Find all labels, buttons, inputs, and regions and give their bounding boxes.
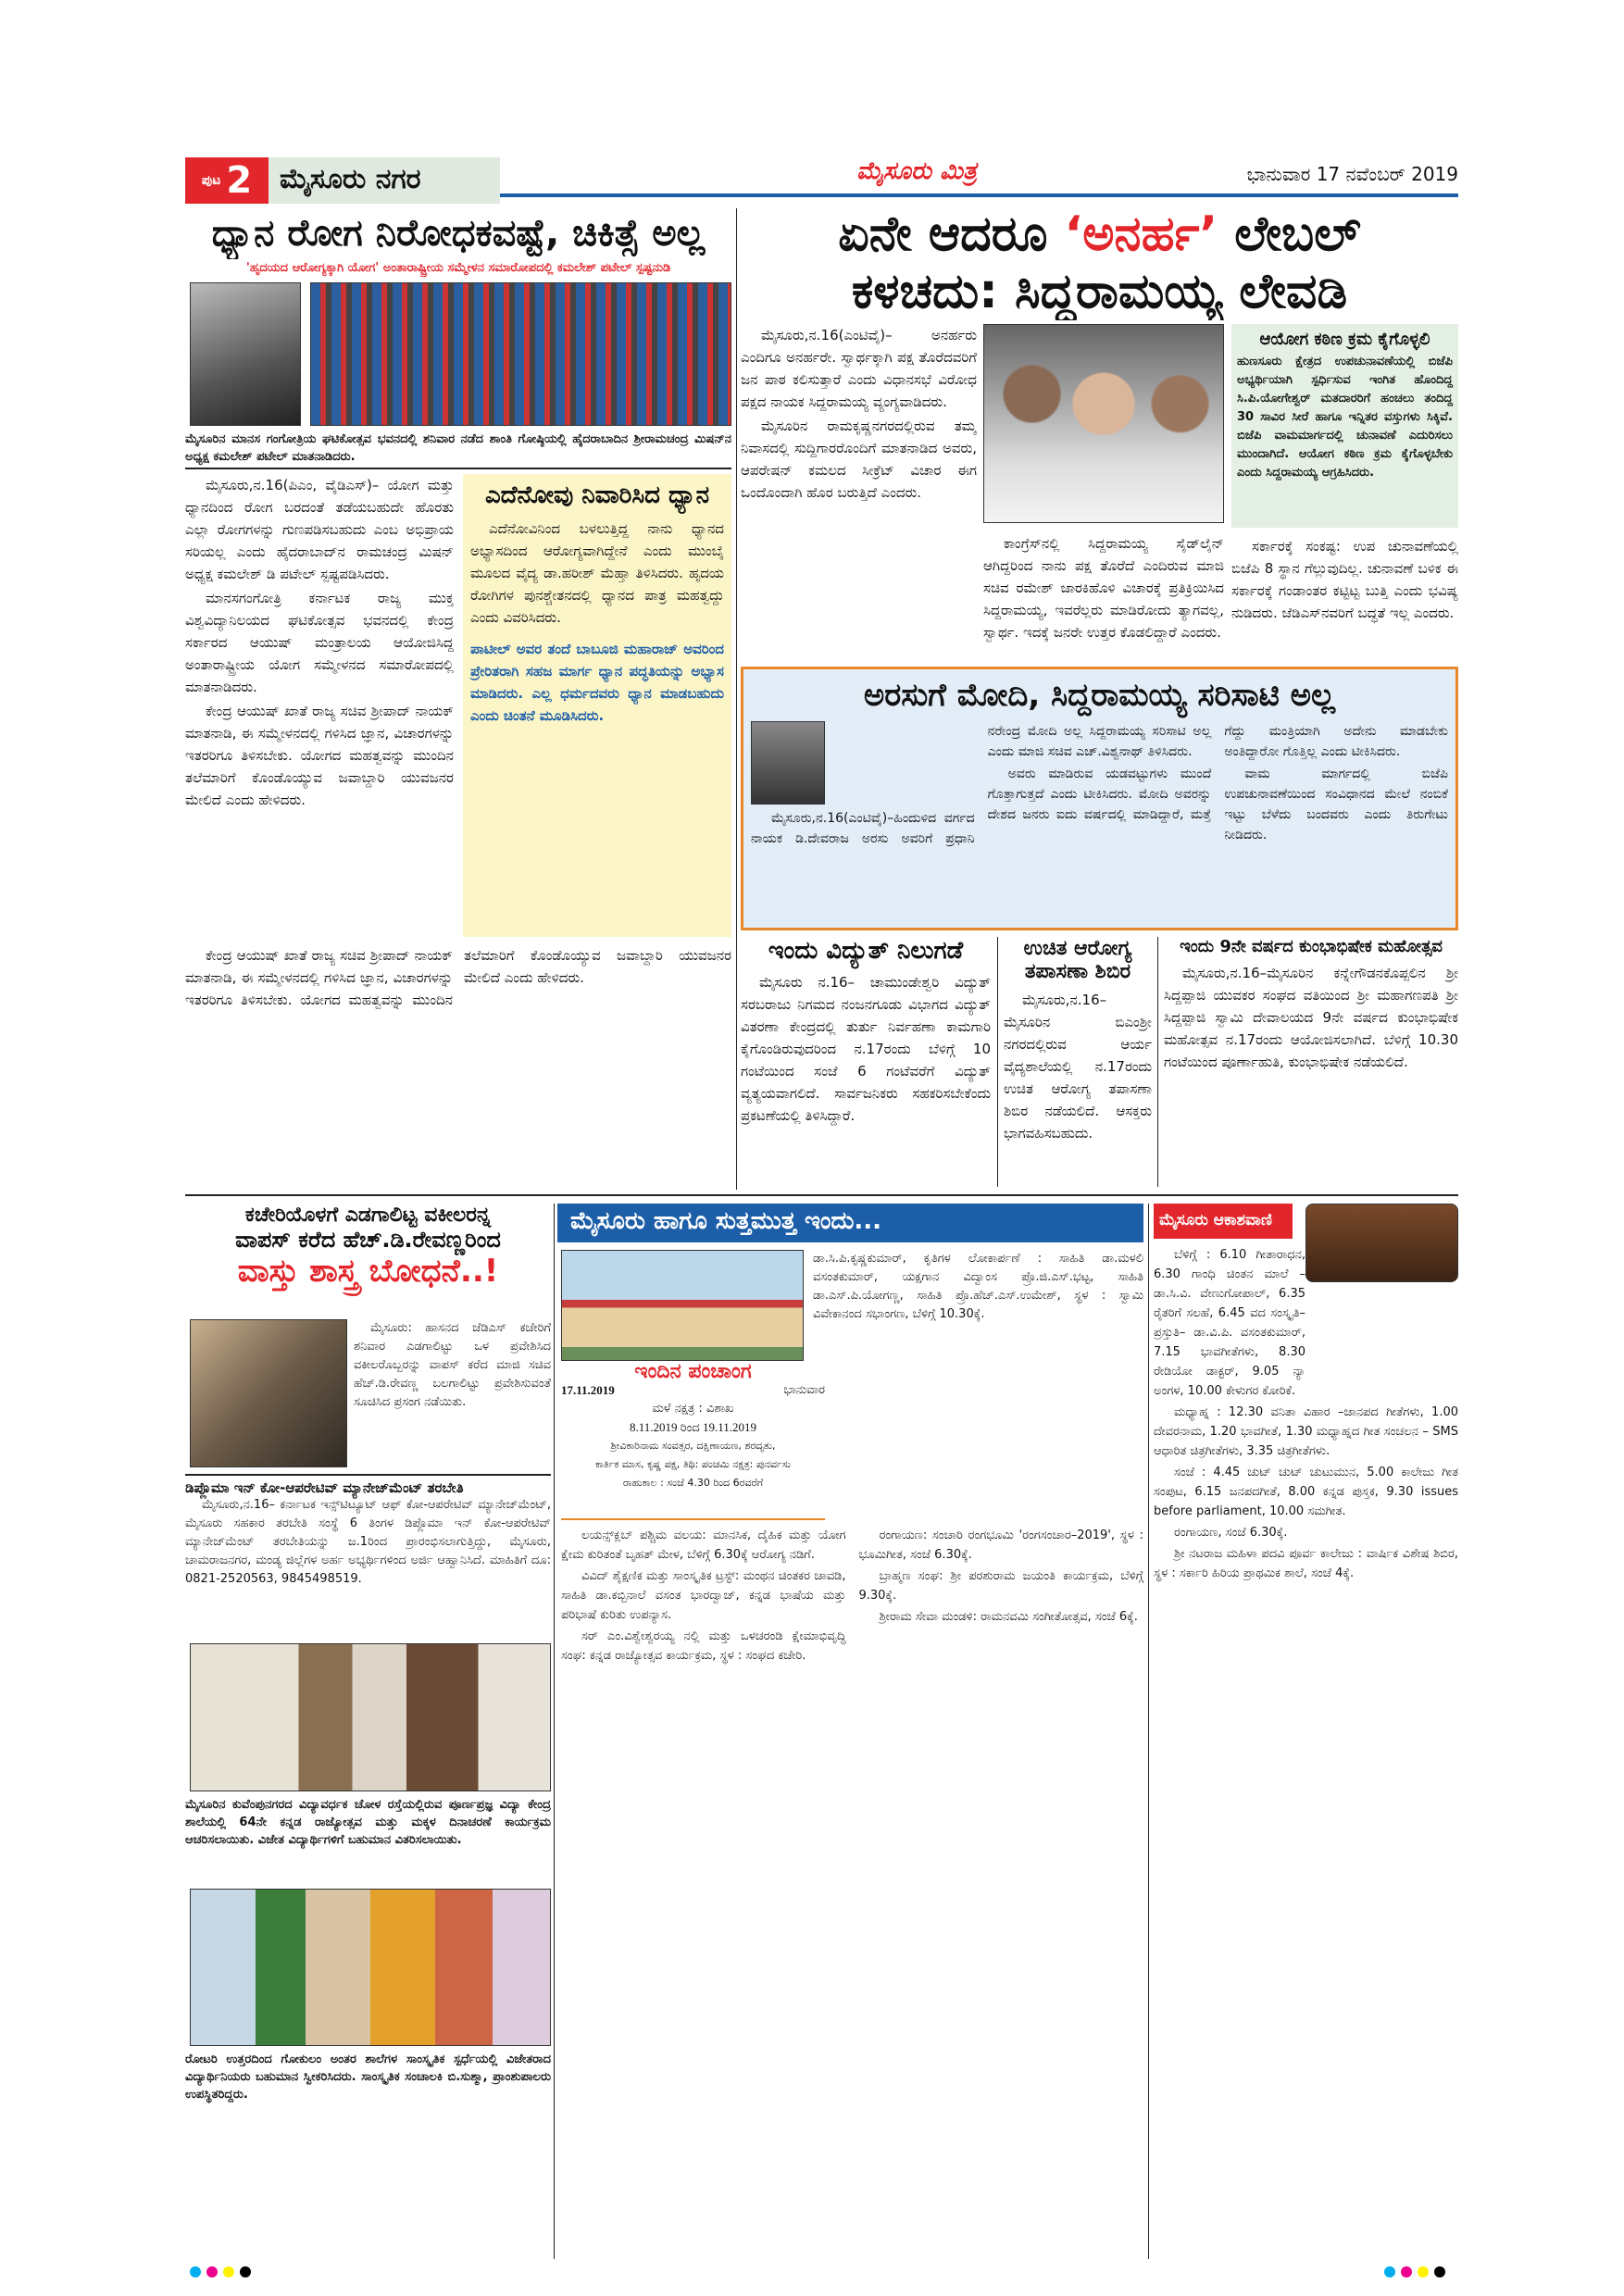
headline-line: ಕಚೇರಿಯೊಳಗೆ ಎಡಗಾಲಿಟ್ಟ ವಕೀಲರನ್ನ	[244, 1204, 492, 1227]
events-banner: ಮೈಸೂರು ಹಾಗೂ ಸುತ್ತಮುತ್ತ ಇಂದು...	[557, 1204, 1143, 1242]
radio-header: ಮೈಸೂರು ಆಕಾಶವಾಣಿ	[1154, 1204, 1293, 1239]
commission-box	[1231, 324, 1458, 528]
event-item: ವಿವಿದ್ ಶೈಕ್ಷಣಿಕ ಮತ್ತು ಸಾಂಸ್ಕೃತಿಕ ಟ್ರಸ್ಟ್: ಮಂಥನ ಚಿಂತಕರ ಚಾವಡಿ, ಸಾಹಿತಿ ಡಾ.ಕಬ್ಬಿನಾಲೆ ವಸಂತ ಭಾರದ್ವಾಜ್, ಕನ್ನಡ ಭಾಷೆಯ ಮತ್ತು ಪರಿಭಾಷೆ ಕುರಿತು ಉಪನ್ಯಾಸ.	[561, 1569, 846, 1622]
story-body: ಮೈಸೂರು ನ.16– ಚಾಮುಂಡೇಶ್ವರಿ ವಿದ್ಯುತ್ ಸರಬರಾಜು ನಿಗಮದ ನಂಜನಗೂಡು ವಿಭಾಗದ ವಿದ್ಯುತ್ ವಿತರಣಾ ಕೇಂದ್ರದಲ್ಲಿ ತುರ್ತು ನಿರ್ವಹಣಾ ಕಾಮಗಾರಿ ಕೈಗೊಂಡಿರುವುದರಿಂದ ನ.17ರಂದು ಬೆಳಿಗ್ಗೆ 10 ಗಂಟೆಯಿಂದ ಸಂಜೆ 6 ಗಂಟೆವರೆಗೆ ವಿದ್ಯುತ್ ವ್ಯತ್ಯಯವಾಗಲಿದೆ. ಸಾರ್ವಜನಿಕರು ಸಹಕರಿಸಬೇಕೆಂದು ಪ್ರಕಟಣೆಯಲ್ಲಿ ತಿಳಿಸಿದ್ದಾರೆ.	[741, 974, 991, 1124]
lead-right-body-3: ಸರ್ಕಾರಕ್ಕೆ ಸಂಕಷ್ಟ: ಉಪ ಚುನಾವಣೆಯಲ್ಲಿ ಬಿಜೆಪಿ 8 ಸ್ಥಾನ ಗೆಲ್ಲುವುದಿಲ್ಲ. ಚುನಾವಣೆ ಬಳಿಕ ಈ ಸರ್ಕಾರಕ್ಕೆ ಗಂಡಾಂತರ ಕಟ್ಟಿಟ್ಟ ಬುತ್ತಿ ಎಂದು ಭವಿಷ್ಯ ನುಡಿದರು. ಜೆಡಿಎಸ್‌ನವರಿಗೆ ಬದ್ಧತೆ ಇಲ್ಲ ಎಂದರು.	[1231, 538, 1458, 621]
box-headline: ಅರಸುಗೆ ಮೋದಿ, ಸಿದ್ದರಾಮಯ್ಯ ಸರಿಸಾಟಿ ಅಲ್ಲ	[863, 677, 1336, 714]
section-title: ಮೈಸೂರು ನಗರ	[269, 157, 500, 204]
diploma-story	[185, 1479, 551, 1637]
box-body	[751, 721, 1448, 906]
panchanga-rule	[561, 1518, 825, 1520]
lead-left-body	[185, 474, 454, 937]
panchanga-weekday: ಭಾನುವಾರ	[783, 1383, 825, 1397]
award-caption: ಮೈಸೂರಿನ ಕುವೆಂಪುನಗರದ ವಿದ್ಯಾವರ್ಧಕ ಚೋಳ ರಸ್ತೆಯಲ್ಲಿರುವ ಪೂರ್ಣಪ್ರಜ್ಞ ವಿದ್ಯಾ ಕೇಂದ್ರ ಶಾಲೆಯಲ್ಲಿ 64ನೇ ಕನ್ನಡ ರಾಜ್ಯೋತ್ಸವ ಮತ್ತು ಮಕ್ಕಳ ದಿನಾಚರಣೆ ಕಾರ್ಯಕ್ರಮ ಆಚರಿಸಲಾಯಿತು. ವಿಜೇತ ವಿದ್ಯಾರ್ಥಿಗಳಿಗೆ ಬಹುಮಾನ ವಿತರಿಸಲಾಯಿತು.	[185, 1798, 551, 1847]
print-registration-dots	[190, 2266, 264, 2279]
arasu-box	[741, 667, 1458, 930]
panchanga-date: 17.11.2019	[561, 1383, 615, 1397]
print-registration-dots	[1384, 2266, 1458, 2279]
radio-item: ರಂಗಾಯಣ, ಸಂಜೆ 6.30ಕ್ಕೆ.	[1174, 1526, 1288, 1540]
column-rule	[736, 208, 737, 1190]
lead-left-caption: ಮೈಸೂರಿನ ಮಾನಸ ಗಂಗೋತ್ರಿಯ ಘಟಿಕೋತ್ಸವ ಭವನದಲ್ಲಿ ಶನಿವಾರ ನಡೆದ ಶಾಂತಿ ಗೋಷ್ಠಿಯಲ್ಲಿ ಹೈದರಾಬಾದಿನ ಶ್ರೀರಾಮಚಂದ್ರ ಮಿಷನ್‌ನ ಅಧ್ಯಕ್ಷ ಕಮಲೇಶ್ ಪಟೇಲ್ ಮಾತನಾಡಿದರು.	[185, 432, 731, 464]
page-number-badge	[185, 157, 269, 204]
vishwanath-photo	[751, 721, 825, 805]
power-cut-story	[741, 937, 991, 1187]
box-body: ಎದೆನೋವಿನಿಂದ ಬಳಲುತ್ತಿದ್ದ ನಾನು ಧ್ಯಾನದ ಅಭ್ಯಾಸದಿಂದ ಆರೋಗ್ಯವಾಗಿದ್ದೇನೆ ಎಂದು ಮುಂಬೈ ಮೂಲದ ವೈದ್ಯ ಡಾ.ಹರೀಶ್ ಮೆಹ್ತಾ ತಿಳಿಸಿದರು. ಹೃದಯ ರೋಗಿಗಳ ಪುನಶ್ಚೇತನದಲ್ಲಿ ಧ್ಯಾನದ ಪಾತ್ರ ಮಹತ್ವದ್ದು ಎಂದು ವಿವರಿಸಿದರು.	[470, 520, 724, 626]
rain-star: ಮಳೆ ನಕ್ಷತ್ರ : ವಿಶಾಖ	[652, 1402, 734, 1416]
caption-rule	[185, 468, 731, 469]
headline-text: ಲೇಬಲ್	[1234, 206, 1361, 262]
lead-left-continued: ಕೇಂದ್ರ ಆಯುಷ್ ಖಾತೆ ರಾಜ್ಯ ಸಚಿವ ಶ್ರೀಪಾದ್ ನಾಯಕ್ ಮಾತನಾಡಿ, ಈ ಸಮ್ಮೇಳನದಲ್ಲಿ ಗಳಿಸಿದ ಜ್ಞಾನ, ವಿಚಾರಗಳನ್ನು ಇತರರಿಗೂ ತಿಳಿಸಬೇಕು. ಯೋಗದ ಮಹತ್ವವನ್ನು ಮುಂದಿನ ತಲೆಮಾರಿಗೆ ಕೊಂಡೊಯ್ಯುವ ಜವಾಬ್ದಾರಿ ಯುವಜನರ ಮೇಲಿದೆ ಎಂದು ಹೇಳಿದರು.	[185, 947, 731, 1008]
paragraph: ಮಾನಸಗಂಗೋತ್ರಿ ಕರ್ನಾಟಕ ರಾಜ್ಯ ಮುಕ್ತ ವಿಶ್ವವಿದ್ಯಾನಿಲಯದ ಘಟಿಕೋತ್ಸವ ಭವನದಲ್ಲಿ ಕೇಂದ್ರ ಸರ್ಕಾರದ ಆಯುಷ್ ಮಂತ್ರಾಲಯ ಆಯೋಜಿಸಿದ್ದ ಅಂತಾರಾಷ್ಟ್ರೀಯ ಯೋಗ ಸಮ್ಮೇಳನದ ಸಮಾರೋಪದಲ್ಲಿ ಮಾತನಾಡಿದರು.	[185, 590, 454, 695]
audience-photo	[310, 282, 731, 426]
story-headline: ಉಚಿತ ಆರೋಗ್ಯ ತಪಾಸಣಾ ಶಿಬಿರ	[1023, 937, 1132, 983]
panchanga-date-row	[561, 1381, 825, 1400]
panchanga-title: ಇಂದಿನ ಪಂಚಾಂಗ	[634, 1363, 752, 1383]
paragraph: ಮೈಸೂರು,ನ.16(ಎಂಟಿವೈ)–ಹಿಂದುಳಿದ ವರ್ಗದ ನಾಯಕ ಡಿ.ದೇವರಾಜ ಅರಸು ಅವರಿಗೆ ಪ್ರಧಾನಿ ನರೇಂದ್ರ ಮೋದಿ ಅಲ್ಲ ಸಿದ್ದರಾಮಯ್ಯ ಸರಿಸಾಟಿ ಅಲ್ಲ ಎಂದು ಮಾಜಿ ಸಚಿವ ಎಚ್.ವಿಶ್ವನಾಥ್ ತಿಳಿಸಿದರು.	[751, 724, 1212, 846]
event-item: ಸರ್ ಎಂ.ವಿಶ್ವೇಶ್ವರಯ್ಯ ನಲ್ಲಿ ಮತ್ತು ಒಳಚರಂಡಿ ಕ್ಷೇಮಾಭಿವೃದ್ಧಿ ಸಂಘ: ಕನ್ನಡ ರಾಜ್ಯೋತ್ಸವ ಕಾರ್ಯಕ್ರಮ, ಸ್ಥಳ : ಸಂಘದ ಕಚೇರಿ.	[561, 1629, 846, 1663]
health-camp-story	[1004, 937, 1152, 1187]
radio-item: ಸಂಜೆ : 4.45 ಚುಟ್ ಚುಟ್ ಚುಟುಮುನ, 5.00 ಕಾಲೇಜು ಗೀತ ಸಂಪುಟ, 6.15 ಜನಪದಗೀತೆ, 8.00 ಕನ್ನಡ ಪುಸ್ತಕ, 9.30 issues before parliament, 10.00 ಸಮಗೀತ.	[1154, 1466, 1458, 1518]
story-body: ಮೈಸೂರು,ನ.16– ಕರ್ನಾಟಕ ಇನ್ಸ್‌ಟಿಟ್ಯೂಟ್ ಆಫ್ ಕೋ-ಆಪರೇಟಿವ್ ಮ್ಯಾನೇಜ್‌ಮೆಂಟ್, ಮೈಸೂರು ಸಹಕಾರ ತರಬೇತಿ ಸಂಸ್ಥೆ 6 ತಿಂಗಳ ಡಿಪ್ಲೊಮಾ ಇನ್ ಕೋ-ಆಪರೇಟಿವ್ ಮ್ಯಾನೇಜ್‌ಮೆಂಟ್ ತರಬೇತಿಯನ್ನು ಜ.1ರಿಂದ ಪ್ರಾರಂಭಿಸಲಾಗುತ್ತಿದ್ದು, ಮೈಸೂರು, ಚಾಮರಾಜನಗರ, ಮಂಡ್ಯ ಜಿಲ್ಲೆಗಳ ಅರ್ಹ ಅಭ್ಯರ್ಥಿಗಳಿಂದ ಅರ್ಜಿ ಆಹ್ವಾನಿಸಿದೆ. ಮಾಹಿತಿಗೆ ದೂ: 0821-2520563, 9845498519.	[185, 1498, 551, 1586]
rahukala: ರಾಹುಕಾಲ : ಸಂಜೆ 4.30 ರಿಂದ 6ರವರೆಗೆ	[622, 1477, 764, 1489]
vaastu-body: ಮೈಸೂರು: ಹಾಸನದ ಜೆಡಿಎಸ್ ಕಚೇರಿಗೆ ಶನಿವಾರ ಎಡಗಾಲಿಟ್ಟು ಒಳ ಪ್ರವೇಶಿಸಿದ ವಕೀಲರೊಬ್ಬರನ್ನು ವಾಪಸ್ ಕರೆದ ಮಾಜಿ ಸಚಿವ ಹೆಚ್.ಡಿ.ರೇವಣ್ಣ ಬಲಗಾಲಿಟ್ಟು ಪ್ರವೇಶಿಸುವಂತೆ ಸೂಚಿಸಿದ ಪ್ರಸಂಗ ನಡೆಯಿತು.	[354, 1321, 551, 1409]
events-intro: ಡಾ.ಸಿ.ಪಿ.ಕೃಷ್ಣಕುಮಾರ್, ಕೃತಿಗಳ ಲೋಕಾರ್ಪಣೆ : ಸಾಹಿತಿ ಡಾ.ಮಳಲಿ ವಸಂತಕುಮಾರ್, ಯಕ್ಷಗಾನ ವಿದ್ವಾಂಸ ಪ್ರೊ.ಜಿ.ಎಸ್.ಭಟ್ಟ, ಸಾಹಿತಿ ಡಾ.ಎಸ್.ಪಿ.ಯೋಗಣ್ಣ, ಸಾಹಿತಿ ಪ್ರೊ.ಹೆಚ್.ಎಸ್.ಉಮೇಶ್, ಸ್ಥಳ : ಸ್ವಾಮಿ ವಿವೇಕಾನಂದ ಸಭಾಂಗಣ, ಬೆಳಿಗ್ಗೆ 10.30ಕ್ಕೆ.	[813, 1252, 1143, 1321]
headline-text: ಏನೇ ಆದರೂ	[838, 206, 1048, 262]
page-label: ಪುಟ	[201, 173, 221, 188]
masthead-rule	[500, 193, 1458, 197]
paragraph: ಮೈಸೂರು,ನ.16(ಎಂಟಿವೈ)– ಅನರ್ಹರು ಎಂದಿಗೂ ಅನರ್ಹರೇ. ಸ್ವಾರ್ಥಕ್ಕಾಗಿ ಪಕ್ಷ ತೊರೆದವರಿಗೆ ಜನ ಪಾಠ ಕಲಿಸುತ್ತಾರೆ ಎಂದು ವಿಧಾನಸಭೆ ವಿರೋಧ ಪಕ್ಷದ ನಾಯಕ ಸಿದ್ದರಾಮಯ್ಯ ವ್ಯಂಗ್ಯವಾಡಿದರು.	[741, 327, 977, 410]
event-item: ರಂಗಾಯಣ: ಸಂಚಾರಿ ರಂಗಭೂಮಿ 'ರಂಗಸಂಚಾರ–2019', ಸ್ಥಳ : ಭೂಮಿಗೀತ, ಸಂಜೆ 6.30ಕ್ಕೆ.	[858, 1529, 1143, 1562]
radio-item: ಬೆಳಿಗ್ಗೆ : 6.10 ಗೀತಾರಾಧನ, 6.30 ಗಾಂಧಿ ಚಿಂತನ ಮಾಲೆ – ಡಾ.ಸಿ.ವಿ. ವೇಣುಗೋಪಾಲ್, 6.35 ರೈತರಿಗೆ ಸಲಹೆ, 6.45 ವದ ಸಂಸ್ಕೃತಿ– ಪ್ರಸ್ತುತಿ– ಡಾ.ವಿ.ಪಿ. ವಸಂತಕುಮಾರ್, 7.15 ಭಾವಗೀತೆಗಳು, 8.30 ರೇಡಿಯೋ ಡಾಕ್ಟರ್, 9.05 ನ್ಯಾ ಅಂಗಳ, 10.00 ಕೇಳುಗರ ಕೋರಿಕೆ.	[1154, 1248, 1305, 1398]
story-body: ಮೈಸೂರು,ನ.16–ಮೈಸೂರಿನ ಕನ್ನೇಗೌಡನಕೊಪ್ಪಲಿನ ಶ್ರೀ ಸಿದ್ದಪ್ಪಾಜಿ ಯುವಕರ ಸಂಘದ ವತಿಯಿಂದ ಶ್ರೀ ಮಹಾಗಣಪತಿ ಶ್ರೀ ಸಿದ್ದಪ್ಪಾಜಿ ಸ್ವಾಮಿ ದೇವಾಲಯದ 9ನೇ ವರ್ಷದ ಕುಂಭಾಭಿಷೇಕ ಮಹೋತ್ಸವ ನ.17ರಂದು ಆಯೋಜಿಸಲಾಗಿದೆ. ಬೆಳಿಗ್ಗೆ 10.30 ಗಂಟೆಯಿಂದ ಪೂರ್ಣಾಹುತಿ, ಕುಂಭಾಭಿಷೇಕ ನಡೆಯಲಿದೆ.	[1164, 965, 1458, 1070]
lead-right-body-2: ಕಾಂಗ್ರೆಸ್‌ನಲ್ಲಿ ಸಿದ್ದರಾಮಯ್ಯ ಸೈಡ್‌ಲೈನ್ ಆಗಿದ್ದರಿಂದ ನಾನು ಪಕ್ಷ ತೊರೆದೆ ಎಂದಿರುವ ಮಾಜಿ ಸಚಿವ ರಮೇಶ್ ಜಾರಕಿಹೊಳಿ ವಿಚಾರಕ್ಕೆ ಪ್ರತಿಕ್ರಿಯಿಸಿದ ಸಿದ್ದರಾಮಯ್ಯ, ಇವರೆಲ್ಲರು ಮಾಡಿರೋದು ತ್ಯಾಗವಲ್ಲ, ಸ್ವಾರ್ಥ. ಇದಕ್ಕೆ ಜನರೇ ಉತ್ತರ ಕೊಡಲಿದ್ದಾರೆ ಎಂದರು.	[983, 535, 1224, 641]
radio-schedule	[1154, 1245, 1458, 2254]
page-number: 2	[226, 159, 253, 202]
box-headline: ಎದೆನೋವು ನಿವಾರಿಸಿದ ಧ್ಯಾನ	[484, 481, 710, 509]
event-item: ಬ್ರಾಹ್ಮಣ ಸಂಘ: ಶ್ರೀ ಪರಶುರಾಮ ಜಯಂತಿ ಕಾರ್ಯಕ್ರಮ, ಬೆಳಿಗ್ಗೆ 9.30ಕ್ಕೆ.	[858, 1569, 1143, 1603]
vaastu-headline	[185, 1204, 551, 1315]
students-caption: ರೋಟರಿ ಉತ್ತರದಿಂದ ಗೋಕುಲಂ ಅಂತರ ಶಾಲೆಗಳ ಸಾಂಸ್ಕೃತಿಕ ಸ್ಪರ್ಧೆಯಲ್ಲಿ ವಿಜೇತರಾದ ವಿದ್ಯಾರ್ಥಿನಿಯರು ಬಹುಮಾನ ಸ್ವೀಕರಿಸಿದರು. ಸಾಂಸ್ಕೃತಿಕ ಸಂಚಾಲಕಿ ಬಿ.ಸುಶ್ಮಾ, ಪ್ರಾಂಶುಪಾಲರು ಉಪಸ್ಥಿತರಿದ್ದರು.	[185, 2053, 551, 2102]
headline-red: ವಾಸ್ತು ಶಾಸ್ತ್ರ ಬೋಧನೆ..!	[237, 1253, 499, 1290]
panchanga-line: ಶ್ರೀವಿಕಾರಿನಾಮ ಸಂವತ್ಸರ, ದಕ್ಷಿಣಾಯಣ, ಶರದೃತು,	[610, 1440, 776, 1452]
story-headline: ಡಿಪ್ಲೊಮಾ ಇನ್ ಕೋ-ಆಪರೇಟಿವ್ ಮ್ಯಾನೇಜ್‌ಮೆಂಟ್ ತರಬೇತಿ	[185, 1479, 464, 1496]
column-rule	[1157, 937, 1158, 1187]
headline-red-text: ‘ಅನರ್ಹ’	[1064, 206, 1218, 262]
paragraph: ಕೇಂದ್ರ ಆಯುಷ್ ಖಾತೆ ರಾಜ್ಯ ಸಚಿವ ಶ್ರೀಪಾದ್ ನಾಯಕ್ ಮಾತನಾಡಿ, ಈ ಸಮ್ಮೇಳನದಲ್ಲಿ ಗಳಿಸಿದ ಜ್ಞಾನ, ವಿಚಾರಗಳನ್ನು ಇತರರಿಗೂ ತಿಳಿಸಬೇಕು. ಯೋಗದ ಮಹತ್ವವನ್ನು ಮುಂದಿನ ತಲೆಮಾರಿಗೆ ಕೊಂಡೊಯ್ಯುವ ಜವಾಬ್ದಾರಿ ಯುವಜನರ ಮೇಲಿದೆ ಎಂದು ಹೇಳಿದರು.	[185, 703, 454, 808]
lead-right-body-1	[741, 324, 977, 662]
story-headline: ಇಂದು 9ನೇ ವರ್ಷದ ಕುಂಭಾಭಿಷೇಕ ಮಹೋತ್ಸವ	[1180, 937, 1443, 956]
lead-left-subhead: 'ಹೃದಯದ ಆರೋಗ್ಯಕ್ಕಾಗಿ ಯೋಗ' ಅಂತಾರಾಷ್ಟ್ರೀಯ ಸಮ್ಮೇಳನ ಸಮಾರೋಪದಲ್ಲಿ ಕಮಲೇಶ್ ಪಟೇಲ್ ಸ್ಪಷ್ಟನುಡಿ	[245, 261, 671, 275]
temple-story	[1164, 937, 1458, 1187]
paragraph: ಮೈಸೂರು,ನ.16(ಪಿಎಂ, ವೈಡಿಎಸ್)– ಯೋಗ ಮತ್ತು ಧ್ಯಾನದಿಂದ ರೋಗ ಬರದಂತೆ ತಡೆಯಬಹುದೇ ಹೊರತು ಎಲ್ಲಾ ರೋಗಗಳನ್ನು ಗುಣಪಡಿಸಬಹುದು ಎಂಬ ಅಭಿಪ್ರಾಯ ಸರಿಯಲ್ಲ ಎಂದು ಹೈದರಾಬಾದ್‌ನ ರಾಮಚಂದ್ರ ಮಿಷನ್ ಅಧ್ಯಕ್ಷ ಕಮಲೇಶ್ ಡಿ ಪಟೇಲ್ ಸ್ಪಷ್ಟಪಡಿಸಿದರು.	[185, 477, 454, 582]
column-rule	[554, 1204, 555, 2259]
lead-right-headline-2: ಕಳಚದು: ಸಿದ್ದರಾಮಯ್ಯ ಲೇವಡಿ	[851, 264, 1348, 319]
box-body: ಹುಣಸೂರು ಕ್ಷೇತ್ರದ ಉಪಚುನಾವಣೆಯಲ್ಲಿ ಬಿಜೆಪಿ ಅಭ್ಯರ್ಥಿಯಾಗಿ ಸ್ಪರ್ಧಿಸುವ ಇಂಗಿತ ಹೊಂದಿದ್ದ ಸಿ.ಪಿ.ಯೋಗೇಶ್ವರ್ ಮತದಾರರಿಗೆ ಹಂಚಲು ತಂದಿದ್ದ 30 ಸಾವಿರ ಸೀರೆ ಹಾಗೂ ಇನ್ನಿತರ ವಸ್ತುಗಳು ಸಿಕ್ಕಿವೆ. ಬಿಜೆಪಿ ವಾಮಮಾರ್ಗದಲ್ಲಿ ಚುನಾವಣೆ ಎದುರಿಸಲು ಮುಂದಾಗಿದೆ. ಆಯೋಗ ಕಠಿಣ ಕ್ರಮ ಕೈಗೊಳ್ಳಬೇಕು ಎಂದು ಸಿದ್ದರಾಮಯ್ಯ ಆಗ್ರಹಿಸಿದರು.	[1237, 355, 1453, 480]
panchanga-line: ಕಾರ್ತಿಕ ಮಾಸ, ಕೃಷ್ಣ ಪಕ್ಷ, ತಿಥಿ: ಪಂಚಮಿ ನಕ್ಷತ್ರ: ಪುನರ್ವಸು	[594, 1458, 792, 1470]
radio-item: ಶ್ರೀ ನಟರಾಜ ಮಹಿಳಾ ಪದವಿ ಪೂರ್ವ ಕಾಲೇಜು : ವಾರ್ಷಿಕ ವಿಶೇಷ ಶಿಬಿರ, ಸ್ಥಳ : ಸರ್ಕಾರಿ ಹಿರಿಯ ಪ್ರಾಥಮಿಕ ಶಾಲೆ, ಸಂಜೆ 4ಕ್ಕೆ.	[1154, 1547, 1458, 1580]
award-photo	[190, 1643, 551, 1791]
story-headline: ಇಂದು ವಿದ್ಯುತ್ ನಿಲುಗಡೆ	[768, 937, 964, 965]
box-highlight: ಪಾಟೀಲ್ ಅವರ ತಂದೆ ಬಾಬೂಜಿ ಮಹಾರಾಜ್ ಅವರಿಂದ ಪ್ರೇರಿತರಾಗಿ ಸಹಜ ಮಾರ್ಗ ಧ್ಯಾನ ಪದ್ಧತಿಯನ್ನು ಅಭ್ಯಾಸ ಮಾಡಿದರು. ಎಲ್ಲ ಧರ್ಮದವರು ಧ್ಯಾನ ಮಾಡಬಹುದು ಎಂದು ಚಿಂತನೆ ಮೂಡಿಸಿದರು.	[470, 641, 724, 724]
column-rule	[1148, 1204, 1149, 2259]
speaker-photo	[190, 282, 301, 426]
paper-logo: ಮೈಸೂರು ಮಿತ್ರ	[856, 157, 977, 185]
revanna-photo	[190, 1319, 347, 1467]
section-rule	[185, 1194, 1458, 1196]
mysore-palace-photo	[561, 1250, 804, 1361]
rain-star-range: 8.11.2019 ರಿಂದ 19.11.2019	[629, 1420, 757, 1434]
panchanga-box	[561, 1363, 825, 1516]
story-body: ಮೈಸೂರು,ನ.16–ಮೈಸೂರಿನ ಬಿಎಂಶ್ರೀ ನಗರದಲ್ಲಿರುವ ಆರ್ಯ ವೈದ್ಯಶಾಲೆಯಲ್ಲಿ ನ.17ರಂದು ಉಚಿತ ಆರೋಗ್ಯ ತಪಾಸಣಾ ಶಿಬಿರ ನಡೆಯಲಿದೆ. ಆಸಕ್ತರು ಭಾಗವಹಿಸಬಹುದು.	[1004, 992, 1152, 1142]
lead-right-headline	[741, 206, 1458, 263]
section-rule	[185, 1474, 551, 1476]
paragraph: ಅವರು ಮಾಡಿರುವ ಯಡವಟ್ಟುಗಳು ಮುಂದೆ ಗೊತ್ತಾಗುತ್ತದೆ ಎಂದು ಟೀಕಿಸಿದರು. ಮೋದಿ ಅವರನ್ನು ದೇಶದ ಜನರು ಐದು ವರ್ಷದಲ್ಲಿ ಮಾಡಿದ್ದಾರೆ, ಮತ್ತೆ ಗೆದ್ದು ಮಂತ್ರಿಯಾಗಿ ಅದೇನು ಮಾಡಬೇಕು ಅಂತಿದ್ದಾರೋ ಗೊತ್ತಿಲ್ಲ ಎಂದು ಟೀಕಿಸಿದರು.	[987, 724, 1448, 822]
lead-left-headline: ಧ್ಯಾನ ರೋಗ ನಿರೋಧಕವಷ್ಟೆ, ಚಿಕಿತ್ಸೆ ಅಲ್ಲ	[211, 212, 706, 255]
siddaramaiah-photo	[983, 324, 1224, 523]
paragraph: ಮೈಸೂರಿನ ರಾಮಕೃಷ್ಣನಗರದಲ್ಲಿರುವ ತಮ್ಮ ನಿವಾಸದಲ್ಲಿ ಸುದ್ದಿಗಾರರೊಂದಿಗೆ ಮಾತನಾಡಿದ ಅವರು, ಆಪರೇಷನ್ ಕಮಲದ ಸೀಕ್ರೆಟ್ ವಿಚಾರ ಈಗ ಒಂದೊಂದಾಗಿ ಹೊರ ಬರುತ್ತಿದೆ ಎಂದರು.	[741, 418, 977, 501]
headline-line: ವಾಪಸ್ ಕರೆದ ಹೆಚ್.ಡಿ.ರೇವಣ್ಣರಿಂದ	[235, 1227, 501, 1253]
box-headline: ಆಯೋಗ ಕಠಿಣ ಕ್ರಮ ಕೈಗೊಳ್ಳಲಿ	[1259, 330, 1430, 349]
event-item: ಶ್ರೀರಾಮ ಸೇವಾ ಮಂಡಳಿ: ರಾಮನವಮಿ ಸಂಗೀತೋತ್ಸವ, ಸಂಜೆ 6ಕ್ಕೆ.	[879, 1610, 1138, 1624]
column-rule	[997, 937, 998, 1187]
students-photo	[190, 1889, 551, 2046]
issue-date: ಭಾನುವಾರ 17 ನವೆಂಬರ್ 2019	[1246, 163, 1458, 185]
event-item: ಲಯನ್ಸ್‌ಕ್ಲಬ್ ಪಶ್ಚಿಮ ವಲಯ: ಮಾನಸಿಕ, ದೈಹಿಕ ಮತ್ತು ಯೋಗ ಕ್ಷೇಮ ಕುರಿತಂತೆ ಬೃಹತ್ ಮೇಳ, ಬೆಳಿಗ್ಗೆ 6.30ಕ್ಕೆ ಆರೋಗ್ಯ ನಡಿಗೆ.	[561, 1529, 846, 1562]
chest-pain-box	[463, 474, 731, 937]
events-list	[561, 1526, 1143, 2257]
paragraph: ವಾಮ ಮಾರ್ಗದಲ್ಲಿ ಬಿಜೆಪಿ ಉಪಚುನಾವಣೆಯಿಂದ ಸಂವಿಧಾನದ ಮೇಲೆ ನಂಬಿಕೆ ಇಟ್ಟು ಬೆಳೆದು ಬಂದವರು ಎಂದು ತಿರುಗೇಟು ನೀಡಿದರು.	[1224, 767, 1448, 842]
radio-item: ಮಧ್ಯಾಹ್ನ : 12.30 ವನಿತಾ ವಿಹಾರ –ಜಾನಪದ ಗೀತೆಗಳು, 1.00 ದೇವರನಾಮ, 1.20 ಭಾವಗೀತೆ, 1.30 ಮಧ್ಯಾಹ್ನದ ಗೀತ ಸಂಚಲನ – SMS ಆಧಾರಿತ ಚಿತ್ರಗೀತೆಗಳು, 3.35 ಚಿತ್ರಗೀತೆಗಳು.	[1154, 1405, 1458, 1458]
